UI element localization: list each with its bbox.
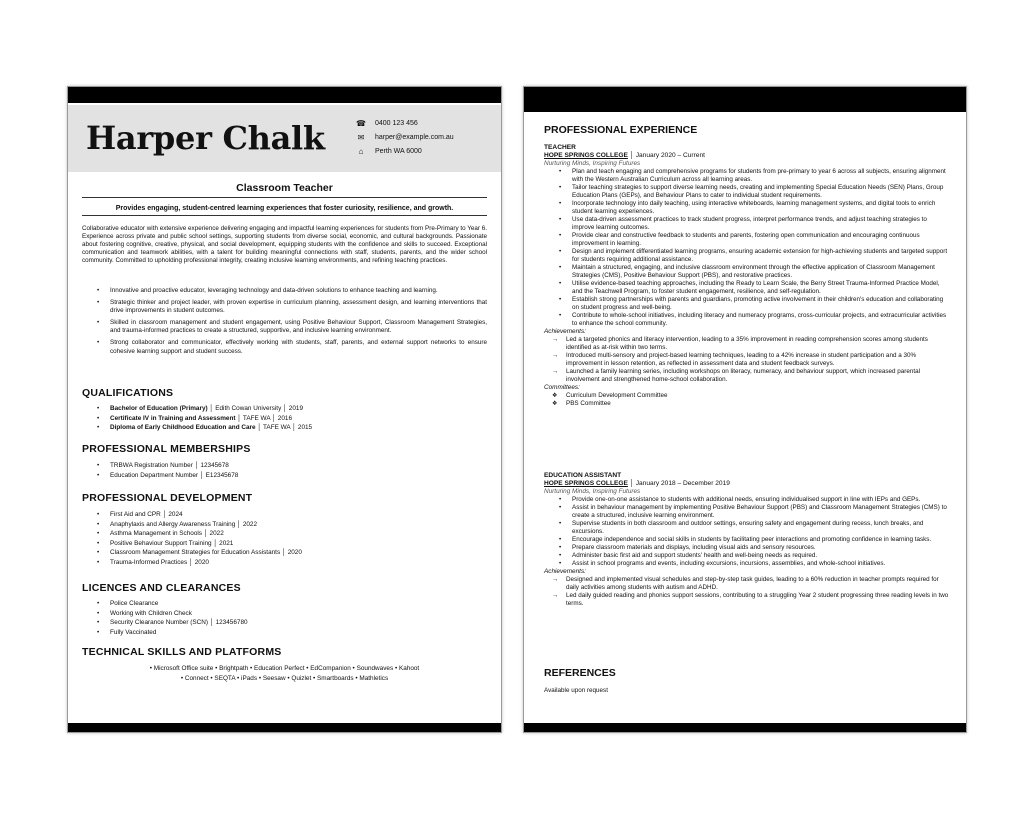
qualifications-heading: QUALIFICATIONS [82,387,174,399]
list-item: • Fully Vaccinated [82,628,487,638]
list-item: • Classroom Management Strategies for Education Assistants │ 2020 [82,548,487,558]
list-item: → Led a targeted phonics and literacy intervention, leading to a 35% improvement in reading comprehension scores among students identified as at-risk within two terms. [544,336,950,352]
list-item: • Plan and teach engaging and comprehensive programs for students from pre-primary to year 6 across all subjects, ensuring alignment with the Western Australian Curriculum across all learning areas. [544,168,950,184]
divider [82,197,487,198]
contact-block [354,117,454,159]
achievements-label: Achievements: [544,328,586,335]
list-item: • Education Department Number │ E12345678 [82,471,487,481]
list-item: • Asthma Management in Schools │ 2022 [82,529,487,539]
header-panel [68,105,501,172]
list-item: • Positive Behaviour Support Training │ 2021 [82,539,487,549]
committees-label: Committees: [544,384,580,391]
list-item: ❖ PBS Committee [544,400,950,408]
list-item: • Police Clearance [82,599,487,609]
list-item: • Use data-driven assessment practices to track student progress, interpret performance trends, and adjust teaching strategies to improve learning outcomes. [544,216,950,232]
list-item: → Launched a family learning series, including workshops on literacy, numeracy, and behaviour support, which increased parental involvement and strengthened home-school collaboration. [544,368,950,384]
list-item: • Assist in school programs and events, including excursions, incursions, assemblies, and whole-school initiatives. [544,560,950,568]
list-item: • TRBWA Registration Number │ 12345678 [82,461,487,471]
skills-line: • Microsoft Office suite • Brightpath • Education Perfect • EdCompanion • Soundwaves • Kahoot [149,665,420,672]
list-item: • Administer basic first aid and support students' health and well-being needs as required. [544,552,950,560]
list-item: → Designed and implemented visual schedules and step-by-step task guides, leading to a 60% reduction in teacher prompts required for daily activities among students with autism and ADHD. [544,576,950,592]
list-item: ❖ Curriculum Development Committee [544,392,950,400]
list-item: • Utilise evidence-based teaching approaches, including the Ready to Learn Scale, the Berry Street Trauma-Informed Practice Model, and the Teachwell Program, to foster student engagement, resilience, and self-regulation. [544,280,950,296]
licences-list [82,599,487,637]
list-item: • Anaphylaxis and Allergy Awareness Training │ 2022 [82,520,487,530]
divider [82,215,487,216]
list-item: • Maintain a structured, engaging, and inclusive classroom environment through the effective application of Classroom Management Strategies (CMS), Positive Behaviour Support (PBS), and restorative practices. [544,264,950,280]
contact-phone: ☎ 0400 123 456 [354,117,454,131]
job-teacher [544,144,950,408]
list-item: • Prepare classroom materials and displays, including visual aids and sensory resources. [544,544,950,552]
achievements-list [544,576,950,608]
list-item: • Working with Children Check [82,609,487,619]
duties-list [544,168,950,328]
list-item: • Diploma of Early Childhood Education and Care │ TAFE WA │ 2015 [82,423,487,433]
org-motto: Nurturing Minds, Inspiring Futures [544,488,641,495]
list-item: • Innovative and proactive educator, leveraging technology and data-driven solutions to enhance teaching and learning. [82,287,487,295]
skills-line: • Connect • SEQTA • iPads • Seesaw • Quizlet • Smartboards • Mathletics [180,675,389,682]
list-item: • Strong collaborator and communicator, effectively working with students, staff, parents, and external support networks to ensure cohesive learning support and student success. [82,339,487,355]
list-item: • Supervise students in both classroom and outdoor settings, ensuring safety and engagement during recess, lunch breaks, and excursions. [544,520,950,536]
tagline: Provides engaging, student-centred learning experiences that foster curiosity, resilience, and growth. [115,205,454,212]
list-item: • Establish strong partnerships with parents and guardians, promoting active involvement in their children's education and collaborating on student progress and well-being. [544,296,950,312]
list-item: • Tailor teaching strategies to support diverse learning needs, creating and implementing Special Education Needs (SEN) Plans, Group Education Plans (GEPs), and Behaviour Plans to cater to individual student requirements. [544,184,950,200]
summary-bullets [82,287,487,360]
list-item: → Led daily guided reading and phonics support sessions, contributing to a struggling Year 2 student progressing three reading levels in two terms. [544,592,950,608]
top-band [524,87,966,112]
development-heading: PROFESSIONAL DEVELOPMENT [82,492,253,504]
contact-email: ✉ harper@example.com.au [354,131,454,145]
list-item: • Trauma-Informed Practices │ 2020 [82,558,487,568]
job-org: HOPE SPRINGS COLLEGE │ January 2020 – Current [544,152,705,159]
job-role: EDUCATION ASSISTANT [544,472,622,479]
resume-page-1 [67,86,502,733]
job-title: Classroom Teacher [236,182,333,194]
references-text: Available upon request [544,687,608,694]
job-org: HOPE SPRINGS COLLEGE │ January 2018 – December 2019 [544,480,730,487]
committees-list [544,392,950,408]
licences-heading: LICENCES AND CLEARANCES [82,582,241,594]
skills-heading: TECHNICAL SKILLS AND PLATFORMS [82,646,282,658]
list-item: • Strategic thinker and project leader, with proven expertise in curriculum planning, assessment design, and learning interventions that drive improvements in student outcomes. [82,299,487,315]
list-item: • Design and implement differentiated learning programs, ensuring academic extension for high-achieving students and targeted support for students requiring additional assistance. [544,248,950,264]
list-item: • Bachelor of Education (Primary) │ Edith Cowan University │ 2019 [82,404,487,414]
list-item: • Certificate IV in Training and Assessment │ TAFE WA │ 2016 [82,414,487,424]
list-item: • Skilled in classroom management and student engagement, using Positive Behaviour Support, Classroom Management Strategies, and trauma-informed practices to create a structured, supportive, and inclusive learning environment. [82,319,487,335]
memberships-heading: PROFESSIONAL MEMBERSHIPS [82,443,251,455]
list-item: • Incorporate technology into daily teaching, using interactive whiteboards, learning management systems, and digital tools to enrich student learning experiences. [544,200,950,216]
list-item: • First Aid and CPR │ 2024 [82,510,487,520]
job-role: TEACHER [544,144,576,151]
list-item: • Contribute to whole-school initiatives, including literacy and numeracy programs, cross-curricular projects, and extracurricular activities to enhance the school community. [544,312,950,328]
development-list [82,510,487,568]
candidate-name: Harper Chalk [86,119,325,157]
resume-page-2 [523,86,967,733]
list-item: • Provide one-on-one assistance to students with additional needs, ensuring individualised support in line with IEPs and GEPs. [544,496,950,504]
contact-location: ⌂ Perth WA 6000 [354,145,454,159]
top-band [68,87,501,103]
list-item: • Security Clearance Number (SCN) │ 123456780 [82,618,487,628]
phone-icon: ☎ [356,119,366,128]
email-icon: ✉ [357,133,365,142]
achievements-list [544,336,950,384]
bottom-band [68,723,501,732]
profile-summary: Collaborative educator with extensive experience delivering engaging and impactful learning experiences for students from Pre-Primary to Year 6. Experience across private and public school settings, supporting students from diverse social, economic, and cultural backgrounds. Passionate about fostering cognitive, creative, physical, and social development, equipping students with the confidence and skills to succeed. Exceptional communication and teamwork abilities, with a talent for building meaningful connections with staff, students, parents, and the wider school community. Committed to upholding professional integrity, creating inclusive learning environments, and refining teaching practices. [82,225,487,265]
list-item: → Introduced multi-sensory and project-based learning techniques, leading to a 42% increase in student participation and a 30% improvement in lesson retention, as reflected in assessment data and student feedback surveys. [544,352,950,368]
references-heading: REFERENCES [544,667,616,679]
org-motto: Nurturing Minds, Inspiring Futures [544,160,641,167]
duties-list [544,496,950,568]
list-item: • Provide clear and constructive feedback to students and parents, fostering open communication and encouraging continuous improvement in learning. [544,232,950,248]
list-item: • Assist in behaviour management by implementing Positive Behaviour Support (PBS) and Classroom Management Strategies (CMS) to create a structured, inclusive learning environment. [544,504,950,520]
experience-heading: PROFESSIONAL EXPERIENCE [544,124,698,136]
home-icon: ⌂ [358,147,364,156]
achievements-label: Achievements: [544,568,586,575]
skills-list [82,664,487,684]
qualifications-list [82,404,487,433]
bottom-band [524,723,966,732]
list-item: • Encourage independence and social skills in students by facilitating peer interactions and promoting confidence in learning tasks. [544,536,950,544]
job-education-assistant [544,472,950,608]
memberships-list [82,461,487,480]
